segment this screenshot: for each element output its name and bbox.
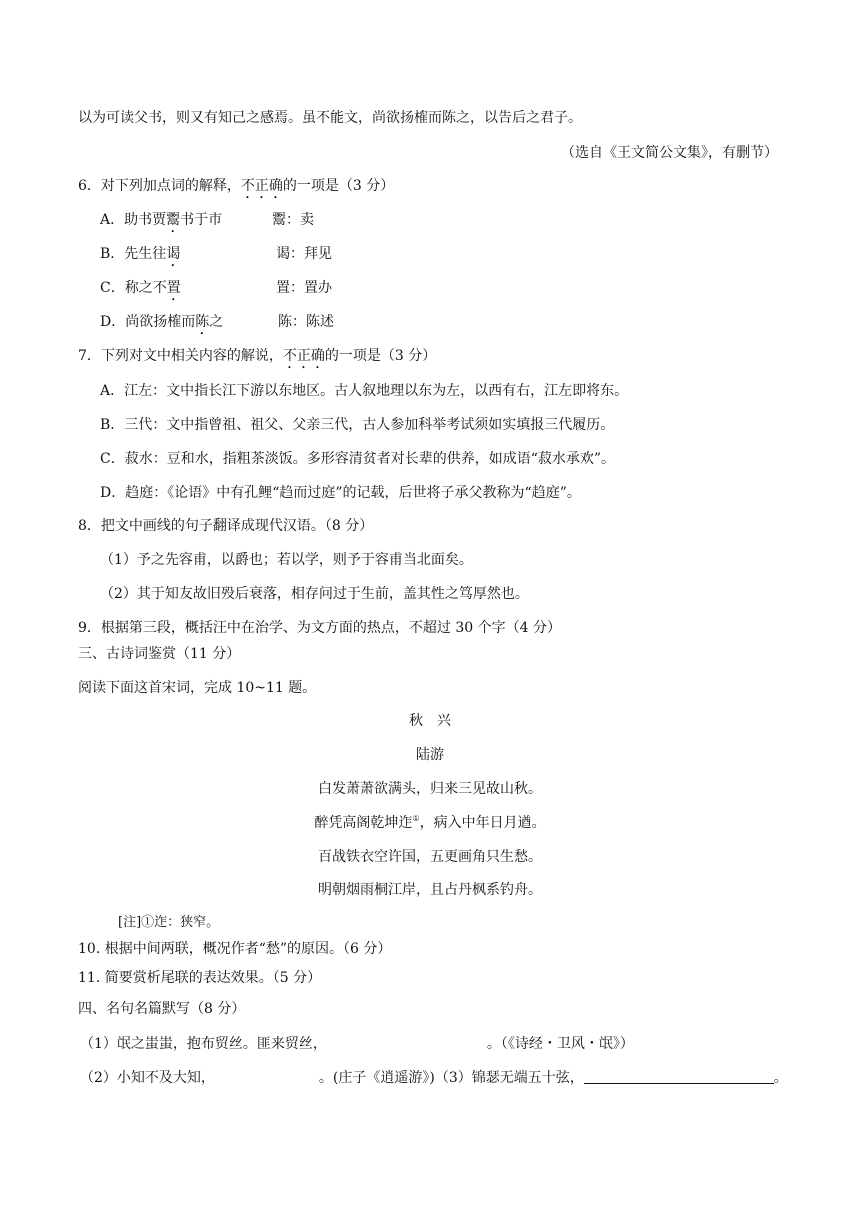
question-11-stem: 11. 简要赏析尾联的表达效果。（5 分）: [78, 970, 322, 986]
section-4-heading: 四、名句名篇默写（8 分）: [78, 1001, 246, 1017]
q6-option-c-gloss: 置：置办: [276, 280, 332, 296]
item1-pre: （1）氓之蚩蚩，抱布贸丝。匪来贸丝，: [80, 1036, 327, 1052]
q6c-pre: C．称之不: [100, 280, 167, 296]
q6-option-a: [100, 210, 222, 236]
q6-option-d-gloss: 陈：陈述: [278, 314, 334, 330]
question-9-stem: 9．根据第三段，概括汪中在治学、为文方面的热点，不超过 30 个字（4 分）: [78, 620, 561, 636]
q7-option-c: C．菽水：豆和水，指粗茶淡饭。多形容清贫者对长辈的供养，如成语“菽水承欢”。: [100, 451, 616, 467]
q7-stem-pre: 7．下列对文中相关内容的解说，: [78, 348, 283, 364]
passage-ending: 以为可读父书，则又有知己之感焉。虽不能文，尚欲扬榷而陈之，以告后之君子。: [78, 110, 582, 126]
q7-option-d: D．趋庭：《论语》中有孔鲤“趋而过庭”的记载，后世将子承父教称为“趋庭”。: [100, 485, 581, 501]
section-3-heading: 三、古诗词鉴赏（11 分）: [78, 646, 241, 662]
q6b-pre: B．先生往: [100, 246, 167, 262]
q7-emphasis: 不正确: [282, 348, 325, 364]
poem-note: [注]①迮：狭窄。: [118, 915, 220, 930]
q6d-post: 之: [209, 314, 224, 330]
q6d-pre: D．尚欲扬榷而: [100, 314, 196, 330]
q6-stem-pre: 6．对下列加点词的解释，: [78, 178, 241, 194]
passage-source: （选自《王文简公文集》，有删节）: [561, 145, 778, 161]
poem-line-1: 白发萧萧欲满头，归来三见故山秋。: [318, 781, 542, 797]
poem-line-2-b: ，病入中年日月遒。: [419, 815, 546, 831]
poem-line-4: 明朝烟雨桐江岸，且占丹枫系钓舟。: [318, 882, 542, 898]
q6-emphasis: 不正确: [240, 178, 283, 194]
dictation-item-1: [80, 1034, 634, 1054]
q6-option-c: [100, 278, 181, 304]
q6c-dot: 置: [166, 280, 181, 296]
question-6-stem: [78, 176, 394, 202]
q7-option-b: B．三代：文中指曾祖、祖父、父亲三代，古人参加科举考试须如实填报三代履历。: [100, 417, 615, 433]
poem-title: 秋 兴: [409, 713, 451, 729]
dictation-item-2: [80, 1068, 788, 1088]
poem-line-2: [0, 813, 860, 833]
q6-option-b-gloss: 谒：拜见: [276, 246, 332, 262]
question-8-stem: 8．把文中画线的句子翻译成现代汉语。（8 分）: [78, 518, 374, 534]
section-3-intro: 阅读下面这首宋词，完成 10~11 题。: [78, 680, 317, 696]
poem-author: 陆游: [416, 747, 444, 763]
question-10-stem: 10. 根据中间两联，概况作者“愁”的原因。（6 分）: [78, 941, 392, 957]
q8-item-2: （2）其于知友故旧殁后衰落，相存问过于生前，盖其性之笃厚然也。: [100, 586, 529, 602]
answer-blank-3[interactable]: [584, 1069, 774, 1084]
q7-option-a: A．江左：文中指长江下游以东地区。古人叙地理以东为左，以西有右，江左即将东。: [100, 383, 629, 399]
q6d-dot: 陈: [195, 314, 210, 330]
poem-line-3: 百战铁衣空许国，五更画角只生愁。: [318, 849, 542, 865]
item2-end: 。: [773, 1070, 788, 1086]
question-7-stem: [78, 346, 436, 372]
q6-option-a-gloss: 鬻：卖: [272, 212, 314, 228]
poem-line-2-a: 醉凭高阁乾坤迮: [314, 815, 413, 831]
q6a-dot: 鬻: [166, 212, 181, 228]
item1-post: 。（《诗经・卫风・氓》）: [486, 1036, 634, 1052]
q6-stem-post: 的一项是（3 分）: [282, 178, 395, 194]
item2-pre: （2）小知不及大知，: [80, 1070, 215, 1086]
q8-item-1: （1）予之先容甫，以爵也；若以学，则予于容甫当北面矣。: [100, 552, 473, 568]
q6-option-d: [100, 312, 223, 338]
footnote-mark: ①: [412, 814, 420, 823]
q6-option-b: [100, 244, 180, 270]
q7-stem-post: 的一项是（3 分）: [324, 348, 437, 364]
item2-mid: 。(庄子《逍遥游》)（3）锦瑟无端五十弦，: [318, 1070, 584, 1086]
q6a-pre: A．助书贾: [100, 212, 167, 228]
q6a-post: 书于市: [180, 212, 223, 228]
q6b-dot: 谒: [166, 246, 181, 262]
